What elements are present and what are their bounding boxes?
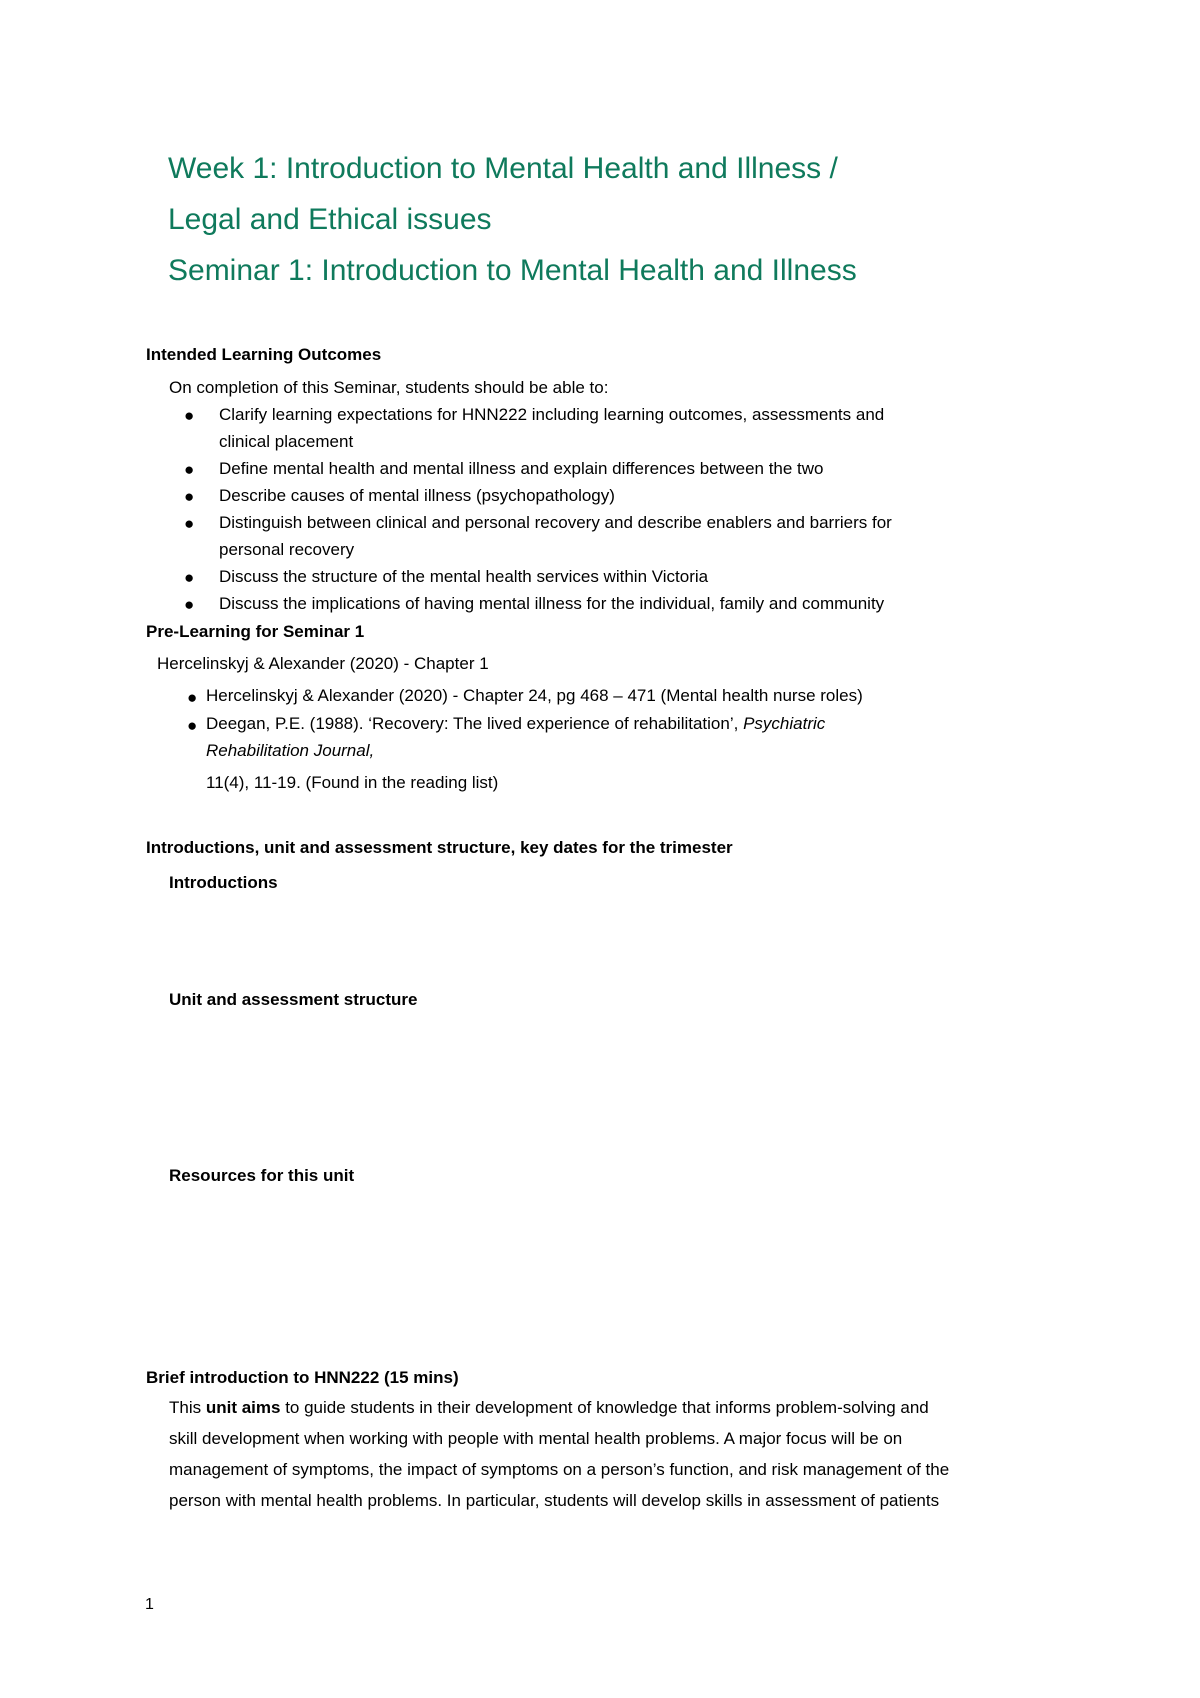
prelearning-item-2: [206, 714, 825, 734]
ilo-item-1-cont: clinical placement: [219, 432, 354, 451]
intro-section-heading: Introductions, unit and assessment structure, key dates for the trimester: [146, 838, 733, 857]
unit-structure-subheading: Unit and assessment structure: [169, 990, 418, 1009]
page-number: 1: [145, 1596, 154, 1613]
prelearning-item-2-cont: [206, 741, 374, 761]
ilo-item-4-cont: personal recovery: [219, 540, 355, 559]
brief-text-rest: to guide students in their development of knowledge that informs problem-solving and skill development when working with people with mental health problems. A major focus will be on management of symptoms, the impact of symptoms on a person’s function, and risk management of the person with mental health problems. In particular, students will develop skills in assessment of patients: [169, 1398, 950, 1510]
journal-name: Psychiatric: [743, 714, 826, 733]
journal-name-cont: Rehabilitation Journal,: [206, 741, 375, 760]
ilo-intro: On completion of this Seminar, students should be able to:: [169, 378, 609, 397]
bullet-icon: ●: [184, 514, 195, 533]
bullet-icon: ●: [187, 716, 198, 735]
bullet-icon: ●: [184, 595, 195, 614]
brief-text-start: This: [169, 1398, 206, 1417]
page-subtitle: Seminar 1: Introduction to Mental Health and Illness: [168, 254, 857, 287]
brief-paragraph: [169, 1392, 959, 1516]
bullet-icon: ●: [184, 487, 195, 506]
bullet-icon: ●: [184, 568, 195, 587]
brief-heading: Brief introduction to HNN222 (15 mins): [146, 1368, 459, 1387]
prelearning-item-1: Hercelinskyj & Alexander (2020) - Chapter 24, pg 468 – 471 (Mental health nurse roles): [206, 686, 863, 705]
resources-subheading: Resources for this unit: [169, 1166, 355, 1185]
bullet-icon: ●: [184, 460, 195, 479]
ilo-item-2: Define mental health and mental illness and explain differences between the two: [219, 459, 824, 478]
ilo-heading: Intended Learning Outcomes: [146, 345, 382, 364]
page-title-line-2: Legal and Ethical issues: [168, 203, 492, 236]
prelearning-item-2-text: Deegan, P.E. (1988). ‘Recovery: The lived experience of rehabilitation’,: [206, 714, 744, 733]
ilo-item-3: Describe causes of mental illness (psychopathology): [219, 486, 615, 505]
prelearning-first: Hercelinskyj & Alexander (2020) - Chapter 1: [157, 654, 489, 673]
page-title-line-1: Week 1: Introduction to Mental Health and Illness /: [168, 152, 838, 185]
bullet-icon: ●: [187, 688, 198, 707]
prelearning-item-2-citation: 11(4), 11-19. (Found in the reading list): [206, 773, 499, 792]
ilo-item-5: Discuss the structure of the mental health services within Victoria: [219, 567, 709, 586]
bullet-icon: ●: [184, 406, 195, 425]
ilo-item-1: Clarify learning expectations for HNN222 including learning outcomes, assessments and: [219, 405, 885, 424]
prelearning-heading: Pre-Learning for Seminar 1: [146, 622, 365, 641]
ilo-item-4: Distinguish between clinical and personal recovery and describe enablers and barriers for: [219, 513, 892, 532]
ilo-item-6: Discuss the implications of having mental illness for the individual, family and community: [219, 594, 885, 613]
brief-text-bold: unit aims: [205, 1398, 281, 1417]
introductions-subheading: Introductions: [169, 873, 278, 892]
